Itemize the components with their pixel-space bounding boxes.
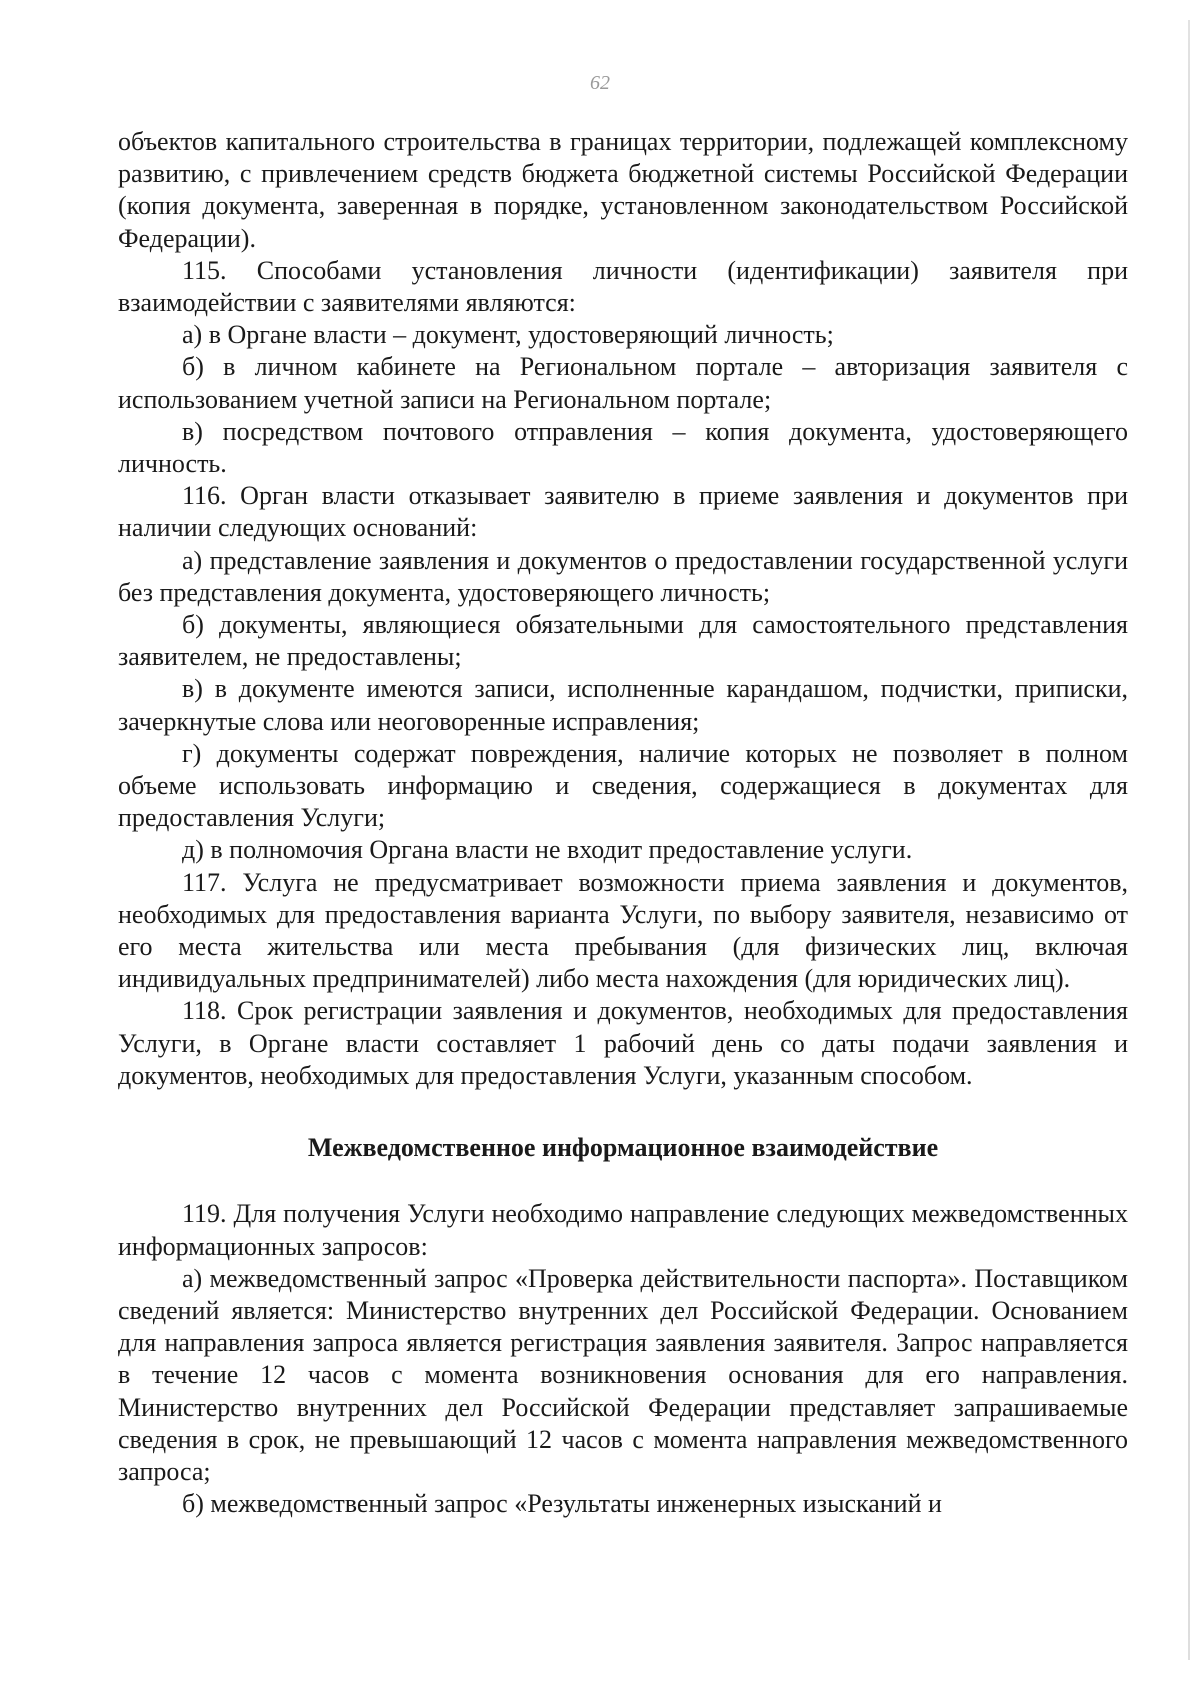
paragraph-115-b: б) в личном кабинете на Региональном портале – авторизация заявителя с использованием учетной записи на Региональном портале; <box>118 352 1128 414</box>
section-heading: Межведомственное информационное взаимодействие <box>307 1133 939 1163</box>
paragraph-119-b: б) межведомственный запрос «Результаты инженерных изысканий и <box>182 1489 942 1519</box>
paragraph-117: 117. Услуга не предусматривает возможности приема заявления и документов, необходимых для предоставления варианта Услуги, по выбору заявителя, независимо от его места жительства или места пребывания (для физических лиц, включая индивидуальных предпринимателей) либо места нахождения (для юридических лиц). <box>118 867 1128 994</box>
paragraph-118: 118. Срок регистрации заявления и документов, необходимых для предоставления Услуги, в Органе власти составляет 1 рабочий день со даты подачи заявления и документов, необходимых для предоставления Услуги, указанным способом. <box>118 996 1128 1090</box>
paragraph-115-v: в) посредством почтового отправления – копия документа, удостоверяющего личность. <box>118 416 1128 479</box>
paragraph-119-a: а) межведомственный запрос «Проверка действительности паспорта». Поставщиком сведений является: Министерство внутренних дел Российской Федерации. Основанием для направления запроса является регистрация заявления заявителя. Запрос направляется в течение 12 часов с момента возникновения основания для его направления. Министерство внутренних дел Российской Федерации представляет запрашиваемые сведения в срок, не превышающий 12 часов с момента направления межведомственного запроса; <box>118 1263 1128 1486</box>
paragraph-115-a: а) в Органе власти – документ, удостоверяющий личность; <box>182 320 834 350</box>
page-number: 62 <box>590 72 610 94</box>
paragraph-continuation: объектов капитального строительства в границах территории, подлежащей комплексному развитию, с привлечением средств бюджета бюджетной системы Российской Федерации (копия документа, заверенная в порядке, установленном законодательством Российской Федерации). <box>118 127 1128 253</box>
paragraph-116-b: б) документы, являющиеся обязательными для самостоятельного представления заявителем, не предоставлены; <box>118 610 1128 672</box>
paragraph-116: 116. Орган власти отказывает заявителю в приеме заявления и документов при наличии следующих оснований: <box>118 481 1128 543</box>
paragraph-116-v: в) в документе имеются записи, исполненные карандашом, подчистки, приписки, зачеркнутые слова или неоговоренные исправления; <box>118 674 1128 736</box>
paragraph-119: 119. Для получения Услуги необходимо направление следующих межведомственных информационных запросов: <box>118 1199 1128 1261</box>
document-body <box>118 126 1128 1520</box>
scan-edge-line <box>1188 20 1190 1660</box>
paragraph-116-g: г) документы содержат повреждения, наличие которых не позволяет в полном объеме использовать информацию и сведения, содержащиеся в документах для предоставления Услуги; <box>118 738 1128 833</box>
paragraph-115: 115. Способами установления личности (идентификации) заявителя при взаимодействии с заявителями являются: <box>118 255 1128 318</box>
paragraph-116-a: а) представление заявления и документов о предоставлении государственной услуги без представления документа, удостоверяющего личность; <box>118 545 1128 607</box>
paragraph-116-d: д) в полномочия Органа власти не входит предоставление услуги. <box>182 835 913 865</box>
